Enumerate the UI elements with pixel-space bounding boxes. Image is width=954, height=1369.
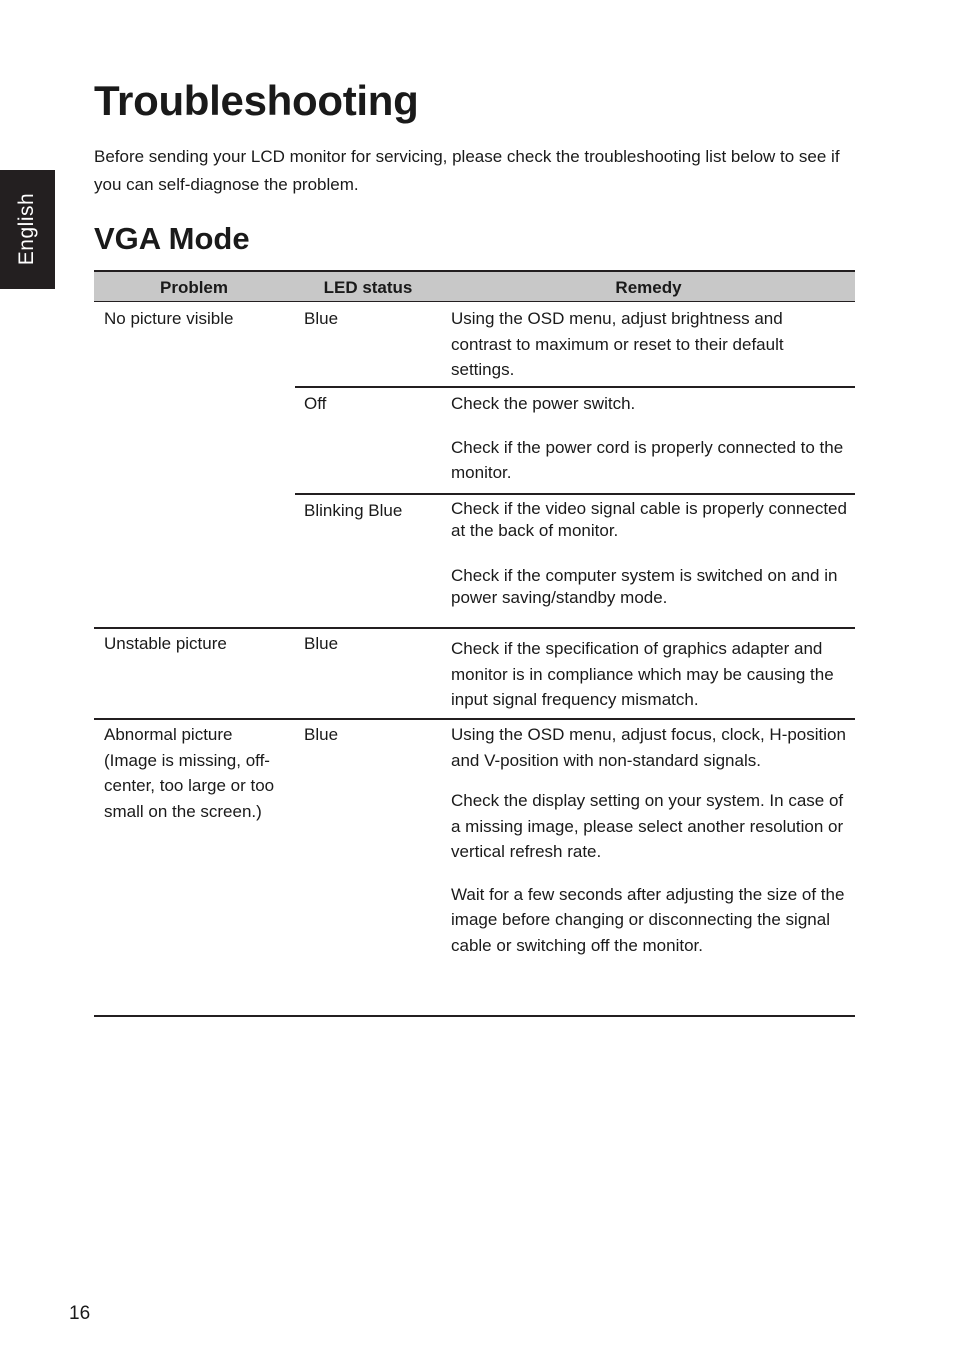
table-row-group [94, 720, 855, 1016]
led-status-cell: Blue [304, 725, 339, 744]
remedy-cell [451, 391, 847, 486]
remedy-text: Using the OSD menu, adjust focus, clock, H-position and V-position with non-standard signals. [451, 725, 846, 770]
remedy-text: Wait for a few seconds after adjusting the size of the image before changing or disconnecting the signal cable or switching off the monitor. [451, 884, 845, 955]
remedy-text: Check if the specification of graphics adapter and monitor is in compliance which may be causing the input signal frequency mismatch. [451, 639, 834, 709]
remedy-text: Check if the computer system is switched on and in power saving/standby mode. [451, 566, 838, 607]
remedy-text: Check the display setting on your system. In case of a missing image, please select another resolution or vertical refresh rate. [451, 791, 844, 861]
table-bottom-border [94, 1015, 855, 1017]
led-status-cell: Off [304, 394, 327, 413]
problem-cell: No picture visible [104, 309, 234, 328]
page-number: 16 [69, 1303, 91, 1324]
header-led-status: LED status [323, 278, 413, 297]
header-problem: Problem [159, 278, 229, 297]
row-divider [295, 386, 855, 388]
led-status-cell: Blinking Blue [304, 501, 403, 520]
remedy-cell [451, 636, 847, 713]
header-remedy: Remedy [615, 278, 682, 297]
table-row [295, 631, 855, 715]
led-status-cell: Blue [304, 634, 339, 653]
table-row-group [94, 302, 855, 628]
table-row [295, 722, 855, 1012]
remedy-text: Using the OSD menu, adjust brightness and contrast to maximum or reset to their default settings. [451, 309, 784, 379]
problem-cell: Unstable picture [104, 634, 227, 653]
language-tab-label: English [15, 192, 38, 266]
remedy-cell [451, 306, 847, 383]
remedy-cell [451, 722, 847, 958]
led-status-cell: Blue [304, 309, 339, 328]
table-row [295, 391, 855, 491]
section-title: VGA Mode [94, 221, 250, 256]
table-row-group [94, 629, 855, 717]
table-row [295, 306, 855, 386]
problem-cell: Abnormal picture (Image is missing, off-center, too large or too small on the screen.) [104, 725, 275, 821]
intro-paragraph: Before sending your LCD monitor for servicing, please check the troubleshooting list below to see if you can self-diagnose the problem. [94, 147, 840, 194]
remedy-text: Check if the video signal cable is properly connected at the back of monitor. [451, 499, 847, 540]
table-header [94, 270, 855, 302]
row-divider [295, 493, 855, 495]
troubleshooting-table [94, 270, 855, 955]
remedy-text: Check if the power cord is properly connected to the monitor. [451, 437, 844, 482]
page-title: Troubleshooting [94, 77, 419, 124]
table-row [295, 498, 855, 618]
remedy-text: Check the power switch. [451, 394, 636, 413]
remedy-cell [451, 498, 847, 609]
